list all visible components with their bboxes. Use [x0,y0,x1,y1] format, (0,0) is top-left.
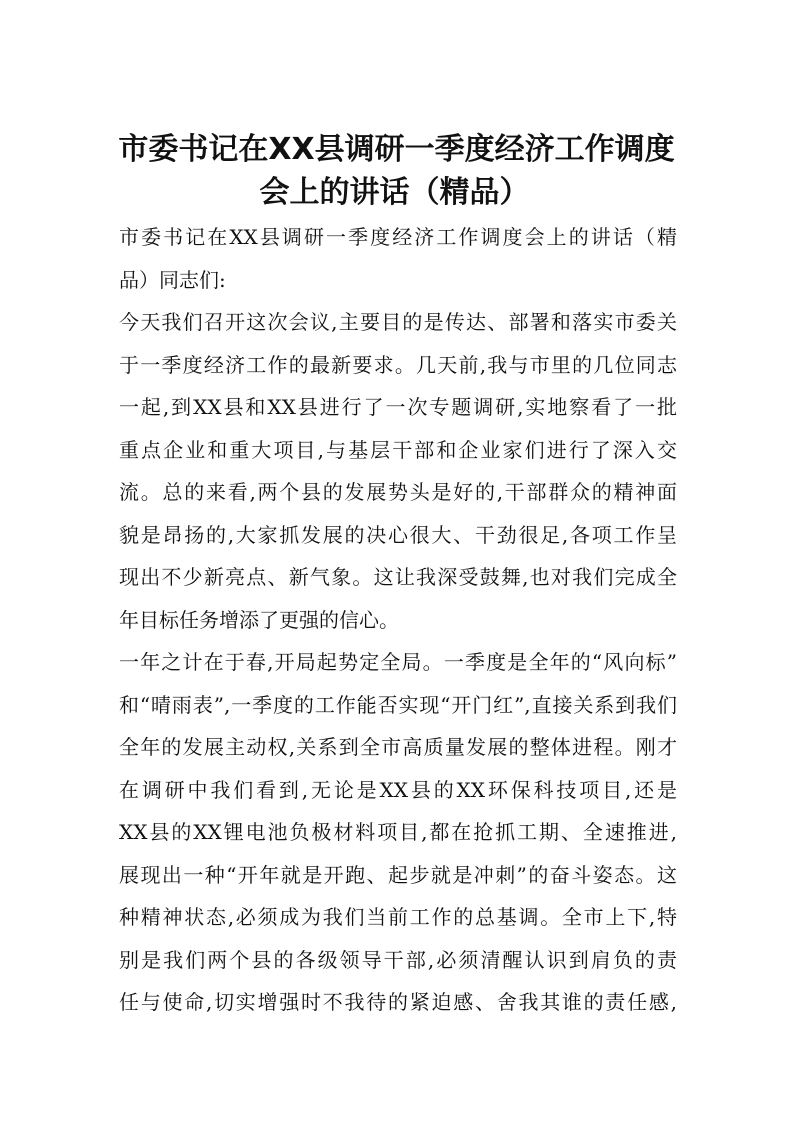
text-line: 重点企业和重大项目,与基层干部和企业家们进行了深入交 [119,437,677,462]
text-line: 市委书记在XX县调研一季度经济工作调度会上的讲话（精 [119,225,677,249]
paragraph [119,216,677,301]
document-body [119,216,677,1024]
text-line: 年目标任务增添了更强的信心。 [119,607,399,632]
text-line: 全年的发展主动权,关系到全市高质量发展的整体进程。刚才 [119,735,677,759]
text-line: 一年之计在于春,开局起势定全局。一季度是全年的“风向标” [119,650,677,674]
text-line: 品）同志们: [119,267,226,292]
text-line: 流。总的来看,两个县的发展势头是好的,干部群众的精神面 [119,480,677,504]
text-line: 展现出一种“开年就是开跑、起步就是冲刺”的奋斗姿态。这 [119,862,677,887]
document-title-line-1: 市委书记在XX县调研一季度经济工作调度 [118,132,675,167]
text-line: 种精神状态,必须成为我们当前工作的总基调。全市上下,特 [119,905,677,929]
text-line: 和“晴雨表”,一季度的工作能否实现“开门红”,直接关系到我们 [119,692,677,717]
text-line: XX县的XX锂电池负极材料项目,都在抢抓工期、全速推进, [119,820,677,844]
text-line: 一起,到XX县和XX县进行了一次专题调研,实地察看了一批 [119,395,677,419]
text-line: 今天我们召开这次会议,主要目的是传达、部署和落实市委关 [119,310,677,334]
text-line: 任与使命,切实增强时不我待的紧迫感、舍我其谁的责任感, [119,990,677,1014]
text-line: 现出不少新亮点、新气象。这让我深受鼓舞,也对我们完成全 [119,565,677,589]
text-line: 貌是昂扬的,大家抓发展的决心很大、干劲很足,各项工作呈 [119,522,677,547]
document-title-line-2: 会上的讲话（精品） [259,175,530,210]
paragraph [119,641,677,1024]
paragraph [119,301,677,641]
text-line: 于一季度经济工作的最新要求。几天前,我与市里的几位同志 [119,352,677,377]
text-line: 别是我们两个县的各级领导干部,必须清醒认识到肩负的责 [119,947,677,972]
text-line: 在调研中我们看到,无论是XX县的XX环保科技项目,还是 [119,777,677,802]
